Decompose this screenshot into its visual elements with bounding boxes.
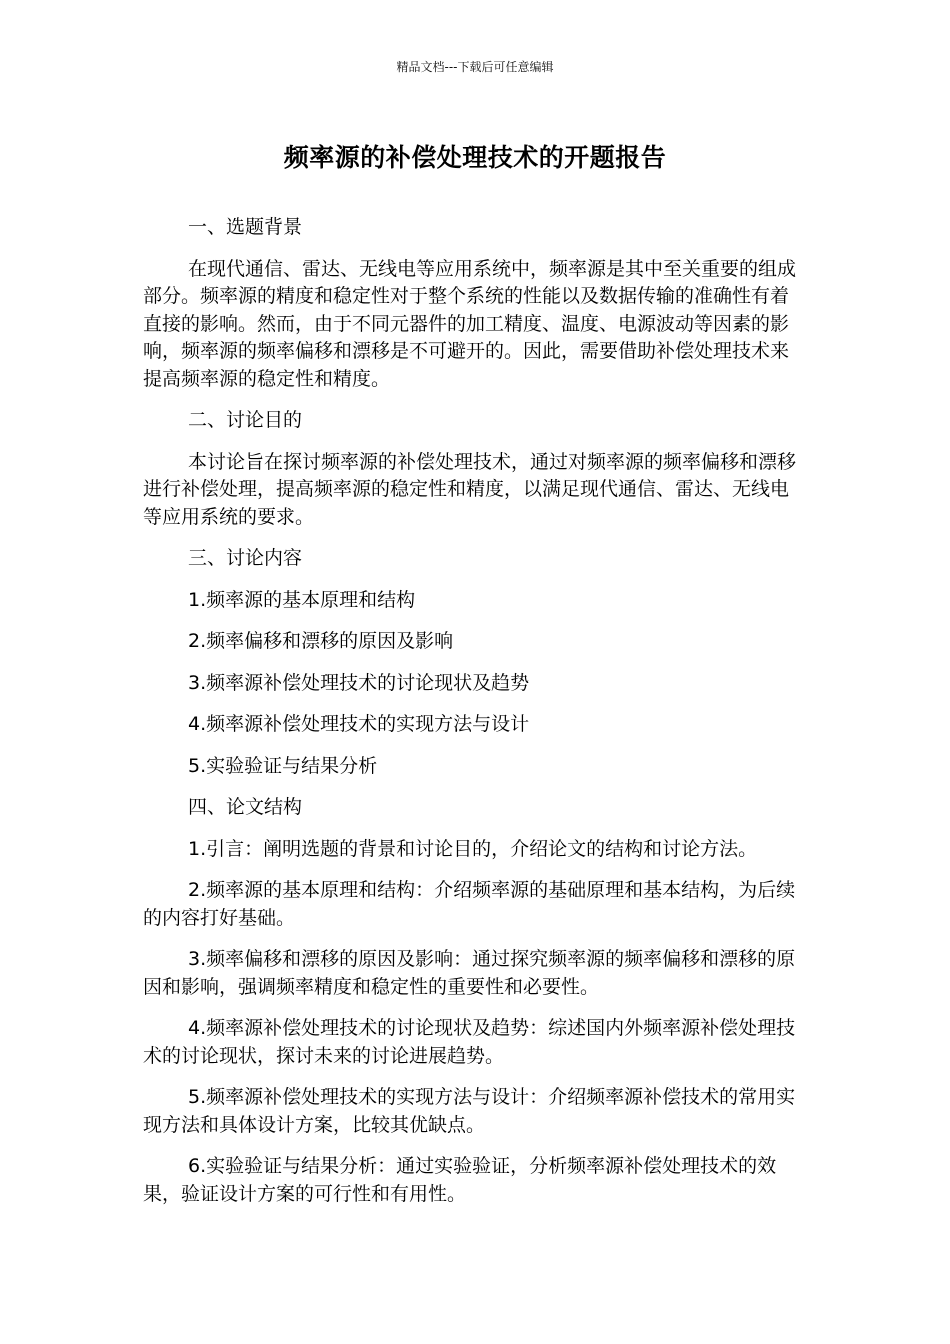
- section-heading-content: 三、讨论内容: [188, 547, 303, 569]
- list-item: 2.频率源的基本原理和结构：介绍频率源的基础原理和基本结构，为后续的内容打好基础。: [143, 879, 796, 929]
- section-heading-background: 一、选题背景: [188, 216, 303, 238]
- list-item: 4.频率源补偿处理技术的讨论现状及趋势：综述国内外频率源补偿处理技术的讨论现状，探讨未来的讨论进展趋势。: [143, 1017, 796, 1067]
- list-item: 5.实验验证与结果分析: [188, 754, 378, 777]
- document-title: 频率源的补偿处理技术的开题报告: [283, 143, 667, 172]
- list-item: 4.频率源补偿处理技术的实现方法与设计: [188, 713, 530, 735]
- paragraph-background: 在现代通信、雷达、无线电等应用系统中，频率源是其中至关重要的组成部分。频率源的精度和稳定性对于整个系统的性能以及数据传输的准确性有着直接的影响。然而，由于不同元器件的加工精度、温度、电源波动等因素的影响，频率源的频率偏移和漂移是不可避开的。因此，需要借助补偿处理技术来提高频率源的稳定性和精度。: [143, 257, 797, 390]
- section-heading-purpose: 二、讨论目的: [188, 409, 303, 431]
- section-heading-structure: 四、论文结构: [188, 796, 303, 818]
- document-body: [143, 214, 803, 1222]
- header-note: 精品文档---下载后可任意编辑: [396, 60, 554, 74]
- list-item: 3.频率偏移和漂移的原因及影响：通过探究频率源的频率偏移和漂移的原因和影响，强调频率精度和稳定性的重要性和必要性。: [143, 948, 796, 998]
- list-item: 2.频率偏移和漂移的原因及影响: [188, 630, 454, 652]
- list-item: 1.频率源的基本原理和结构: [188, 588, 416, 611]
- list-item: 6.实验验证与结果分析：通过实验验证，分析频率源补偿处理技术的效果，验证设计方案的可行性和有用性。: [143, 1155, 777, 1205]
- list-item: 3.频率源补偿处理技术的讨论现状及趋势: [188, 671, 530, 694]
- list-item: 5.频率源补偿处理技术的实现方法与设计：介绍频率源补偿技术的常用实现方法和具体设计方案，比较其优缺点。: [143, 1086, 796, 1136]
- list-item: 1.引言：阐明选题的背景和讨论目的，介绍论文的结构和讨论方法。: [188, 837, 758, 860]
- paragraph-purpose: 本讨论旨在探讨频率源的补偿处理技术，通过对频率源的频率偏移和漂移进行补偿处理，提高频率源的稳定性和精度，以满足现代通信、雷达、无线电等应用系统的要求。: [143, 450, 797, 528]
